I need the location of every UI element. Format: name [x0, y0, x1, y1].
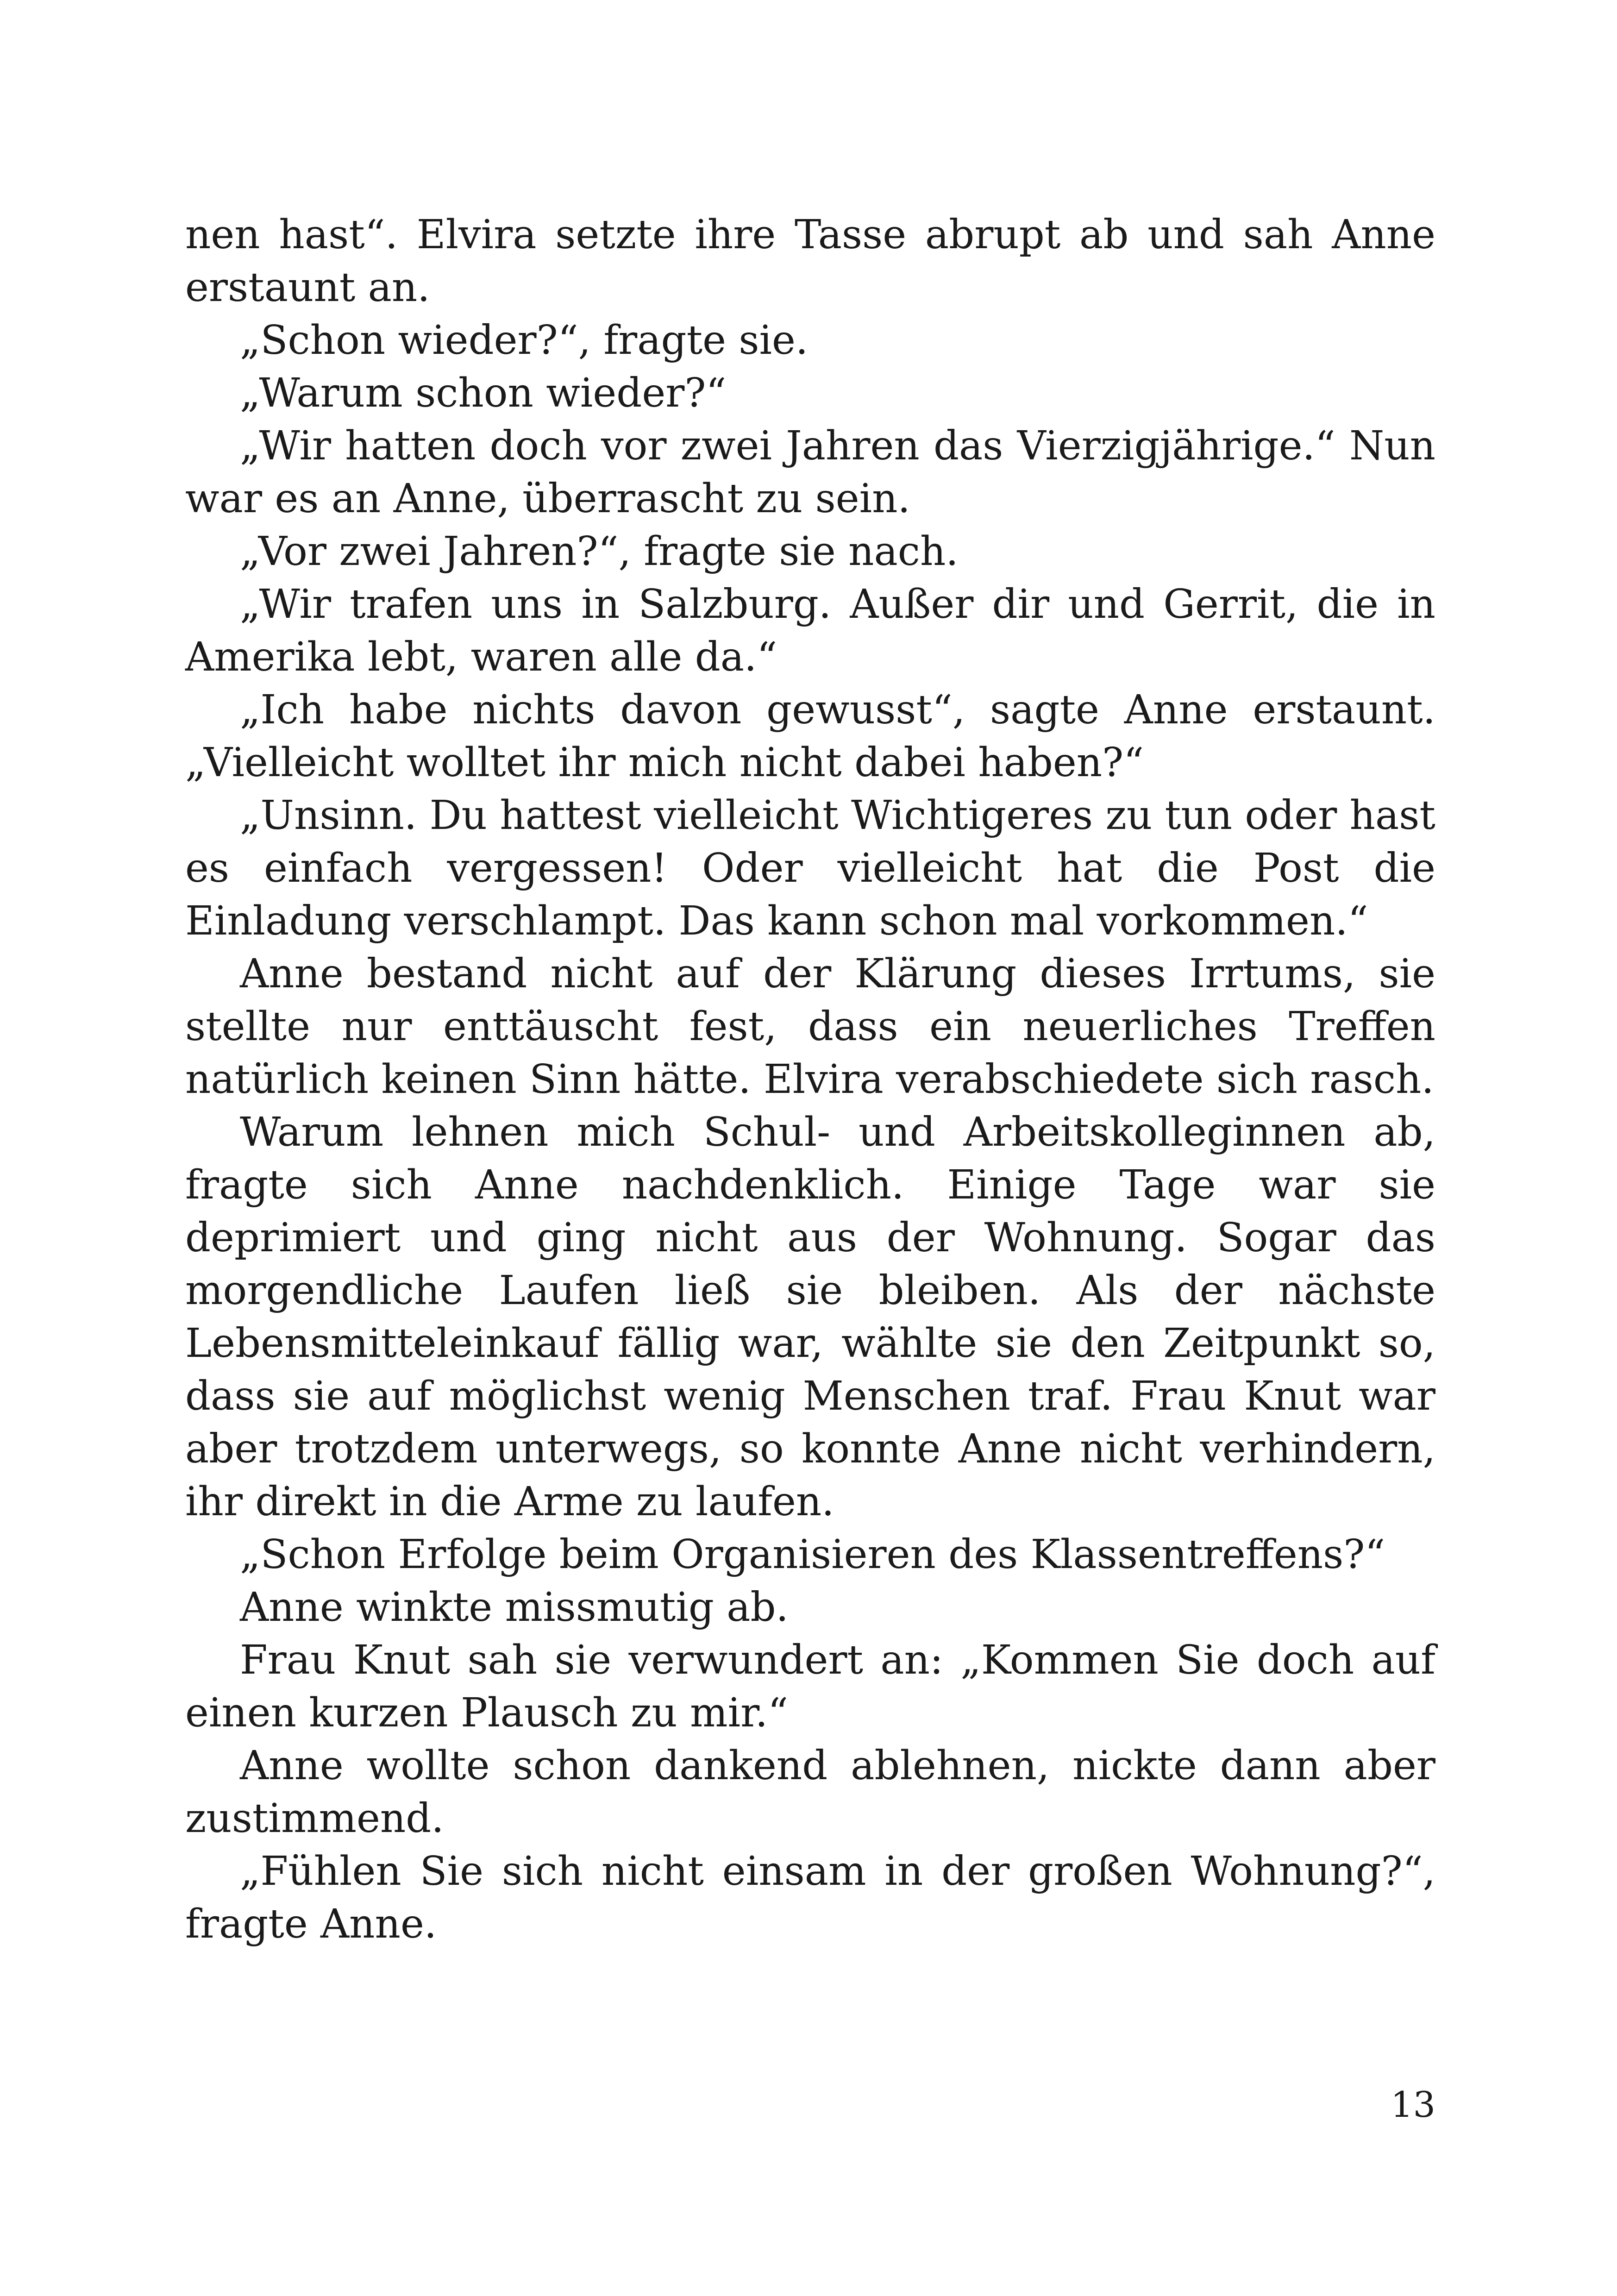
paragraph-continued: nen hast“. Elvira setzte ihre Tasse abrupt ab und sah Anne erstaunt an. [185, 212, 1435, 311]
paragraph: „Wir hatten doch vor zwei Jahren das Vierzigjährige.“ Nun war es an Anne, überrascht zu sein. [185, 423, 1435, 522]
paragraph: Anne bestand nicht auf der Klärung dieses Irrtums, sie stellte nur enttäuscht fest, dass ein neuerliches Treffen natürlich keinen Sinn hätte. Elvira verabschiedete sich rasch. [185, 951, 1435, 1103]
paragraph: Anne winkte missmutig ab. [240, 1584, 789, 1631]
paragraph: „Fühlen Sie sich nicht einsam in der großen Wohnung?“, fragte Anne. [185, 1848, 1435, 1947]
paragraph: Warum lehnen mich Schul- und Arbeitskolleginnen ab, fragte sich Anne nachdenklich. Einige Tage war sie deprimiert und ging nicht aus der Wohnung. Sogar das morgendliche Laufen ließ sie bleiben. Als der nächste Lebensmitteleinkauf fällig war, wählte sie den Zeitpunkt so, dass sie auf möglichst wenig Menschen traf. Frau Knut war aber trotzdem unterwegs, so konnte Anne nicht verhindern, ihr direkt in die Arme zu laufen. [185, 1109, 1435, 1525]
paragraph: „Unsinn. Du hattest vielleicht Wichtigeres zu tun oder hast es einfach vergessen! Oder vielleicht hat die Post die Einladung verschlampt. Das kann schon mal vorkommen.“ [185, 792, 1435, 944]
paragraph: „Schon Erfolge beim Organisieren des Klassentreffens?“ [240, 1531, 1385, 1578]
paragraph: „Ich habe nichts davon gewusst“, sagte Anne erstaunt. „Vielleicht wolltet ihr mich nicht dabei haben?“ [185, 687, 1435, 786]
body-text [185, 208, 1435, 1951]
page-number: 13 [1391, 2084, 1435, 2125]
paragraph: „Wir trafen uns in Salzburg. Außer dir und Gerrit, die in Amerika lebt, waren alle da.“ [185, 581, 1435, 680]
paragraph: Anne wollte schon dankend ablehnen, nickte dann aber zustimmend. [185, 1743, 1435, 1842]
paragraph: „Vor zwei Jahren?“, fragte sie nach. [240, 528, 959, 575]
paragraph: Frau Knut sah sie verwundert an: „Kommen Sie doch auf einen kurzen Plausch zu mir.“ [185, 1637, 1435, 1736]
paragraph: „Schon wieder?“, fragte sie. [240, 317, 808, 364]
paragraph: „Warum schon wieder?“ [240, 370, 727, 416]
